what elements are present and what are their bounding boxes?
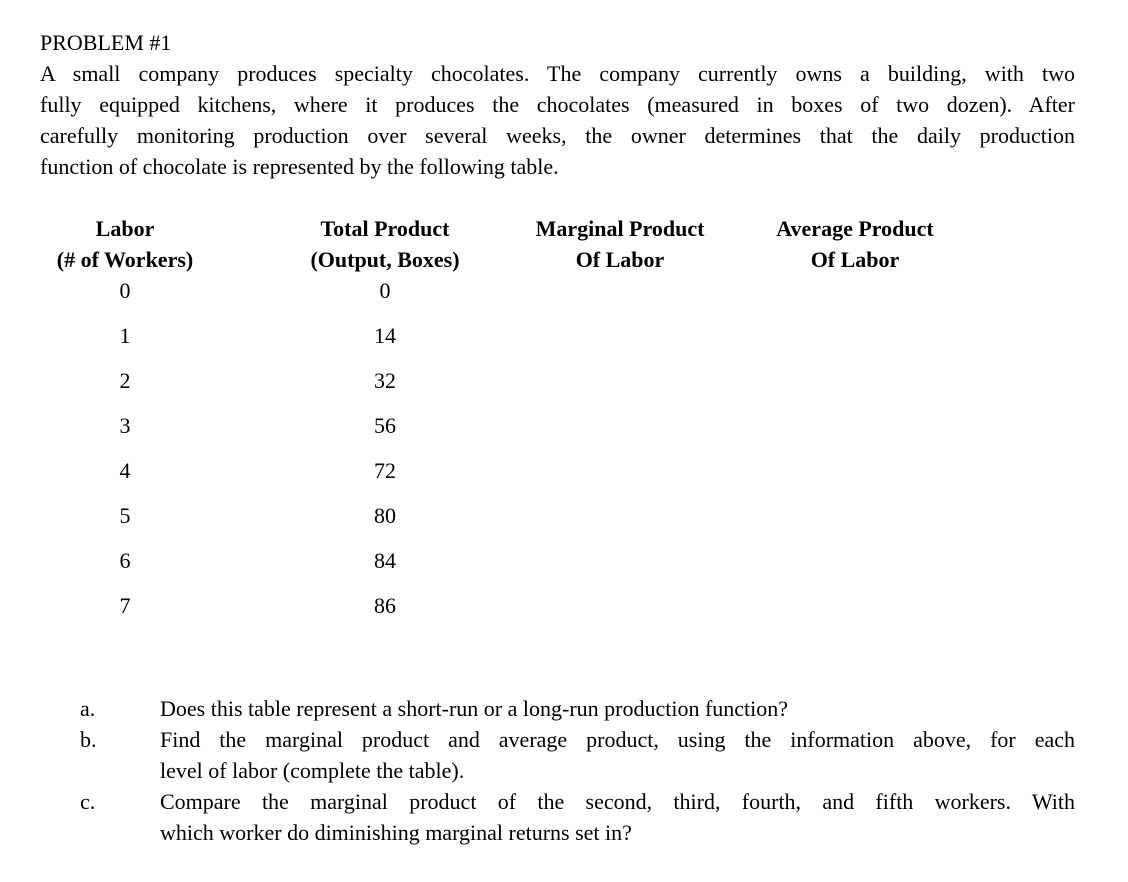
header-total-line1: Total Product — [320, 216, 450, 241]
intro-line: carefully monitoring production over several weeks, the owner determines that the daily production — [40, 123, 1075, 148]
labor-value: 7 — [119, 593, 131, 618]
average-product-value — [720, 365, 990, 396]
total-product-value: 84 — [374, 548, 396, 573]
question-c — [80, 786, 1075, 848]
total-product-value: 72 — [374, 458, 396, 483]
total-product-value: 14 — [374, 323, 396, 348]
question-a — [80, 693, 1075, 724]
header-labor-line2: (# of Workers) — [56, 247, 194, 272]
table-row — [0, 410, 990, 441]
question-list — [80, 693, 1075, 848]
question-line: Compare the marginal product of the second, third, fourth, and fifth workers. With — [160, 789, 1075, 814]
average-product-value — [720, 590, 990, 621]
labor-value: 1 — [119, 323, 131, 348]
marginal-product-value — [520, 590, 720, 621]
total-product-value: 56 — [374, 413, 396, 438]
marginal-product-value — [520, 500, 720, 531]
production-table — [0, 213, 990, 621]
header-marginal-line2: Of Labor — [575, 247, 665, 272]
marginal-product-value — [520, 365, 720, 396]
header-total-line2: (Output, Boxes) — [310, 247, 460, 272]
header-labor-line1: Labor — [95, 216, 155, 241]
question-c-text — [160, 786, 1075, 848]
header-average-line2: Of Labor — [810, 247, 900, 272]
table-row — [0, 500, 990, 531]
question-line: which worker do diminishing marginal returns set in? — [160, 820, 632, 845]
table-header — [0, 213, 990, 275]
table-body — [0, 275, 990, 621]
problem-title: PROBLEM #1 — [40, 30, 172, 55]
total-product-value: 86 — [374, 593, 396, 618]
question-b-label: b. — [80, 727, 97, 752]
question-b-text — [160, 724, 1075, 786]
intro-line: A small company produces specialty chocolates. The company currently owns a building, with two — [40, 61, 1075, 86]
total-product-value: 0 — [379, 278, 391, 303]
labor-value: 3 — [119, 413, 131, 438]
intro-paragraph — [40, 58, 1075, 182]
labor-value: 5 — [119, 503, 131, 528]
total-product-value: 80 — [374, 503, 396, 528]
average-product-value — [720, 410, 990, 441]
question-c-label: c. — [80, 789, 96, 814]
labor-value: 6 — [119, 548, 131, 573]
table-row — [0, 275, 990, 306]
question-line: Does this table represent a short-run or a long-run production function? — [160, 696, 789, 721]
average-product-value — [720, 455, 990, 486]
average-product-value — [720, 320, 990, 351]
marginal-product-value — [520, 410, 720, 441]
question-a-label: a. — [80, 696, 96, 721]
header-marginal-line1: Marginal Product — [535, 216, 705, 241]
average-product-value — [720, 545, 990, 576]
marginal-product-value — [520, 455, 720, 486]
table-row — [0, 320, 990, 351]
question-b — [80, 724, 1075, 786]
labor-value: 0 — [119, 278, 131, 303]
total-product-value: 32 — [374, 368, 396, 393]
marginal-product-value — [520, 275, 720, 306]
question-a-text — [160, 693, 1075, 724]
question-line: level of labor (complete the table). — [160, 758, 465, 783]
labor-value: 2 — [119, 368, 131, 393]
header-average-line1: Average Product — [776, 216, 934, 241]
average-product-value — [720, 500, 990, 531]
question-line: Find the marginal product and average product, using the information above, for each — [160, 727, 1075, 752]
table-row — [0, 545, 990, 576]
table-header-row — [0, 244, 990, 275]
table-row — [0, 590, 990, 621]
table-header-row — [0, 213, 990, 244]
average-product-value — [720, 275, 990, 306]
intro-line: fully equipped kitchens, where it produces the chocolates (measured in boxes of two dozen). After — [40, 92, 1075, 117]
table-row — [0, 455, 990, 486]
marginal-product-value — [520, 545, 720, 576]
table-row — [0, 365, 990, 396]
marginal-product-value — [520, 320, 720, 351]
labor-value: 4 — [119, 458, 131, 483]
intro-line: function of chocolate is represented by the following table. — [40, 154, 559, 179]
